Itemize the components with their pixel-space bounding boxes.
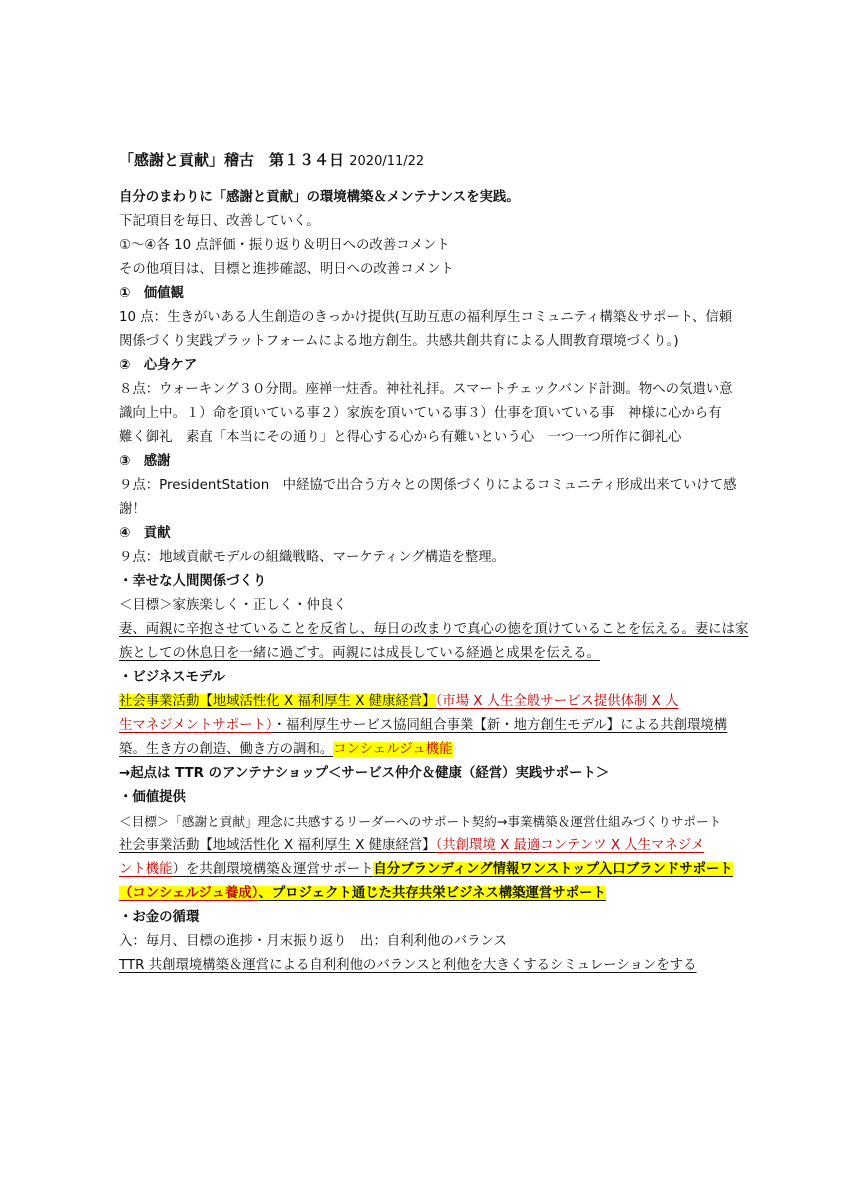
section-text: 入：毎月、目標の進捗・月末振り返り 出：自利利他のバランス [119, 934, 507, 949]
underlined-text: ・福利厚生サービス協同組合事業【新・地方創生モデル】による共創環境構 [272, 718, 728, 733]
section-text: ９点：地域貢献モデルの組織戦略、マーケティング構造を整理。 [119, 550, 506, 565]
intro-line: その他項目は、目標と進捗確認、明日への改善コメント [119, 262, 454, 277]
underlined-text: 築。生き方の創造、働き方の調和。 [119, 742, 334, 757]
highlighted-text: 自分ブランディング情報ワンストップ入口ブランドサポート [373, 862, 733, 877]
underlined-text: 社会事業活動【地域活性化 X 福利厚生 X 健康経営】 [119, 838, 436, 853]
underlined-text: TTR 共創環境構築＆運営による自利利他のバランスと利他を大きくするシミュレーションをする [119, 958, 697, 973]
section-text: ９点：PresidentStation 中経協で出合う方々との関係づくりによるコミュニティ形成出来ていけて感 [119, 478, 737, 493]
red-text: （市場 X 人生全般サービス提供体制 X 人 [435, 694, 679, 709]
section-heading-gratitude: ③ 感謝 [119, 454, 171, 469]
page-title [119, 150, 731, 170]
section-text: 謝！ [119, 502, 146, 517]
starting-point-text: →起点は TTR のアンテナショップ＜サービス仲介＆健康（経営）実践サポート＞ [119, 766, 610, 781]
section-text: 識向上中。１）命を頂いている事２）家族を頂いている事３）仕事を頂いている事 神様に心から有 [119, 406, 722, 421]
highlighted-text: 社会事業活動【地域活性化 X 福利厚生 X 健康経営】 [119, 694, 436, 709]
section-text: ８点：ウォーキング３０分間。座禅一炷香。神社礼拝。スマートチェックバンド計測。物への気遣い意 [119, 382, 733, 397]
red-text: （共創環境 X 最適コンテンツ X 人生マネジメ [435, 838, 705, 853]
underlined-text: ）を共創環境構築＆運営サポート [172, 862, 374, 877]
highlighted-red-text: コンシェルジュ機能 [333, 742, 453, 757]
document-page [119, 150, 749, 978]
section-heading-business-model: ・ビジネスモデル [119, 670, 226, 685]
underlined-text: 族としての休息日を一緒に過ごす。両親には成長している経過と成果を伝える。 [119, 646, 600, 661]
highlighted-red-text: （コンシェルジュ養成） [119, 886, 259, 901]
title-date: 2020/11/22 [349, 154, 425, 169]
section-heading-relationships: ・幸せな人間関係づくり [119, 574, 267, 589]
intro-line: ①～④各 10 点評価・振り返り＆明日への改善コメント [119, 238, 450, 253]
section-text: 10 点：生きがいある人生創造のきっかけ提供(互助互恵の福利厚生コミュニティ構築＆サポート、信頼 [119, 310, 733, 325]
intro-heading: 自分のまわりに「感謝と貢献」の環境構築＆メンテナンスを実践。 [119, 190, 520, 205]
section-heading-value-provision: ・価値提供 [119, 790, 186, 805]
title-main: 「感謝と貢献」稽古 第１３４日 [119, 151, 345, 169]
goal-text: ＜目標＞家族楽しく・正しく・仲良く [119, 598, 347, 613]
underlined-text: 妻、両親に辛抱させていることを反省し、毎日の改まりで真心の徳を頂けていることを伝える。妻には家 [119, 622, 749, 637]
section-text: 難く御礼 素直「本当にその通り」と得心する心から有難いという心 一つ一つ所作に御礼心 [119, 430, 682, 445]
section-heading-mind-body-care: ② 心身ケア [119, 358, 198, 373]
section-text: 関係づくり実践プラットフォームによる地方創生。共感共創共育による人間教育環境づくり。) [119, 334, 679, 349]
goal-text: ＜目標＞「感謝と貢献」理念に共感するリーダーへのサポート契約→事業構築＆運営仕組みづくりサポート [119, 814, 722, 829]
section-heading-money-cycle: ・お金の循環 [119, 910, 200, 925]
section-heading-values: ① 価値観 [119, 286, 184, 301]
highlighted-text: 、プロジェクト通じた共存共栄ビジネス構築運営サポート [258, 886, 606, 901]
section-heading-contribution: ④ 貢献 [119, 526, 171, 541]
red-text: 生マネジメントサポート） [119, 718, 273, 733]
red-text: ント機能 [119, 862, 173, 877]
intro-line: 下記項目を毎日、改善していく。 [119, 214, 320, 229]
